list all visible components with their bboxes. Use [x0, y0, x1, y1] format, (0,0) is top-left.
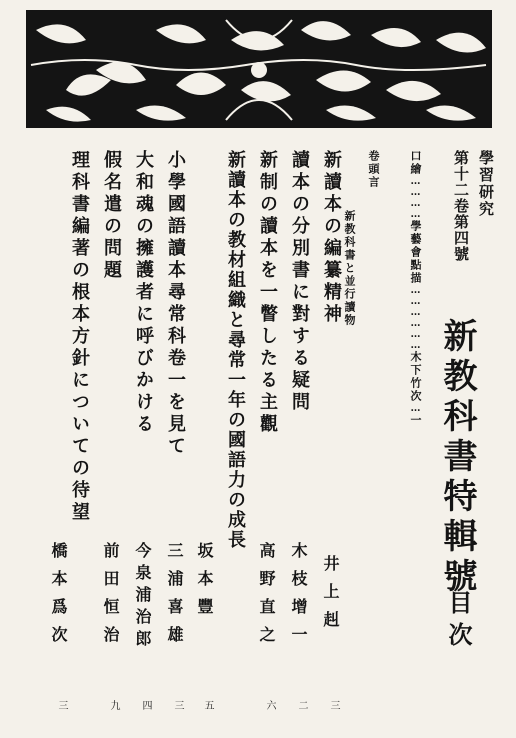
leader-dots: …………: [410, 176, 421, 220]
entry-author-5: 三浦喜雄: [165, 542, 184, 654]
entry-page-3: 六: [264, 700, 275, 710]
entry-author-7: 前田恒治: [101, 542, 120, 654]
ornament-art: [26, 10, 492, 128]
entry-page-5: 三: [172, 700, 183, 710]
frontispiece-line: [410, 150, 421, 710]
frontispiece-section: 口繪: [409, 150, 422, 176]
entry-author-3: 高野直之: [257, 542, 276, 654]
entry-author-1: 井上赳: [321, 555, 340, 639]
entry-title-3: 新制の讀本を一瞥したる主觀: [257, 150, 278, 436]
volume-number: 第十二卷第四號: [452, 150, 470, 262]
frontispiece-page: 一: [409, 414, 422, 427]
entry-page-7: 九: [108, 700, 119, 710]
entry-page-4: 五: [202, 700, 213, 710]
entry-page-6: 四: [140, 700, 151, 710]
entry-title-1: 新讀本の編纂精神: [321, 150, 342, 326]
entry-title-7: 假名遣の問題: [101, 150, 122, 282]
section-label: 卷頭言: [367, 150, 380, 189]
entry-title-5: 小學國語讀本尋常科卷一を見て: [165, 150, 186, 458]
series-name: 學習研究: [477, 150, 495, 218]
entry-title-4: 新讀本の教材組織と尋常一年の國語力の成長: [225, 150, 246, 550]
section-subtitle: 新教科書と並行讀物: [343, 210, 356, 327]
leader-dots: …: [410, 403, 421, 414]
ornamental-leaf-band-icon: [26, 10, 492, 128]
frontispiece-author: 木下竹次: [409, 351, 422, 403]
entry-page-8: 三: [56, 700, 67, 710]
entry-author-8: 橋本爲次: [49, 542, 68, 654]
issue-title: 新教科書特輯號: [437, 318, 477, 598]
entry-title-6: 大和魂の擁護者に呼びかける: [133, 150, 154, 436]
frontispiece-title: 學藝會點描: [409, 220, 422, 285]
entry-author-2: 木枝增一: [289, 542, 308, 654]
toc-heading: 目次: [444, 590, 473, 654]
entry-author-6: 今泉浦治郎: [133, 542, 152, 652]
entry-title-8: 理科書編著の根本方針についての待望: [69, 150, 90, 524]
entry-author-4: 坂本豐: [195, 542, 214, 626]
entry-page-1: 三: [328, 700, 339, 710]
entry-title-2: 讀本の分別書に對する疑問: [289, 150, 310, 414]
entry-page-2: 二: [296, 700, 307, 710]
leader-dots: ………………: [410, 285, 421, 351]
